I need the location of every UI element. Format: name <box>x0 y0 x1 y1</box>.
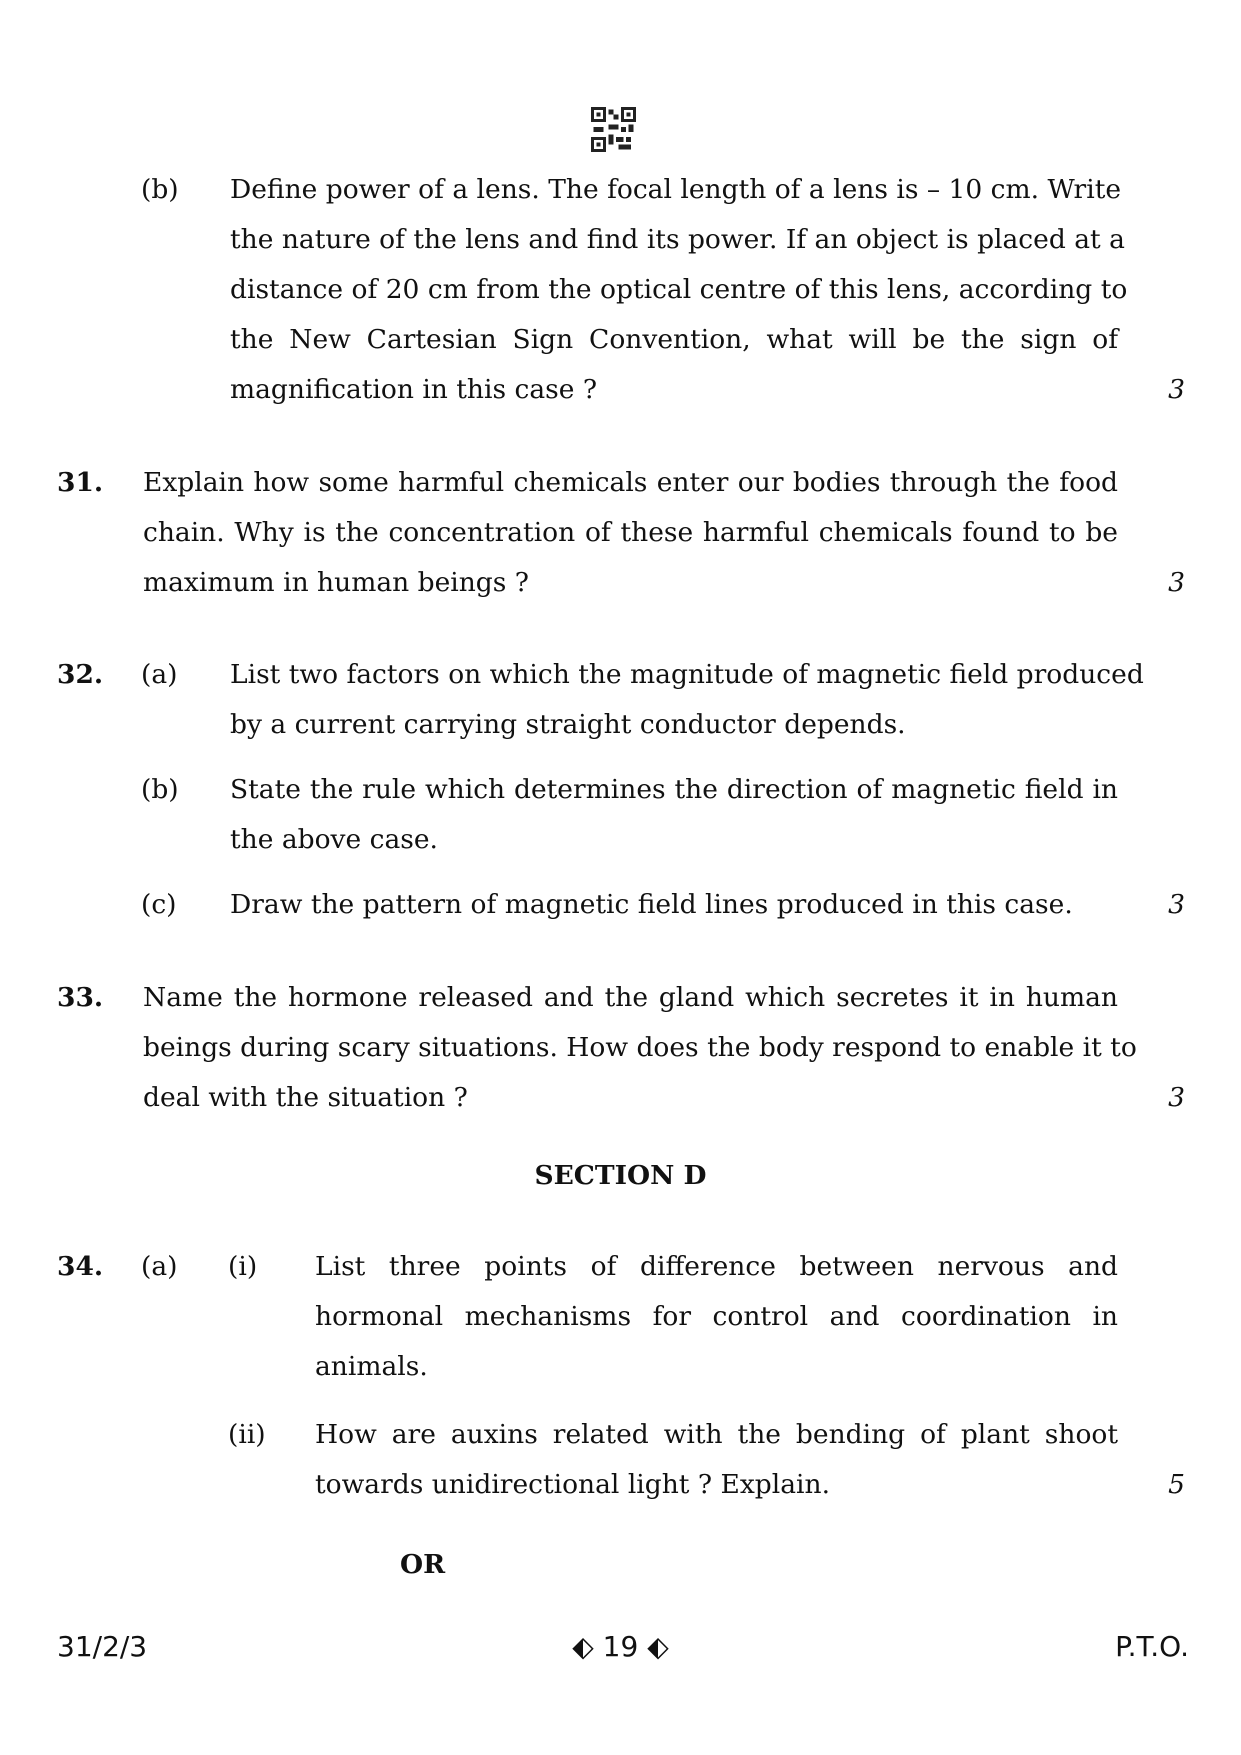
q33-text <box>143 973 1137 1123</box>
text-line: State the rule which determines the direction of magnetic field in <box>230 774 1118 805</box>
q34a-ii-text <box>315 1410 1118 1510</box>
qr-code-icon <box>591 107 636 152</box>
pto-label: P.T.O. <box>1115 1630 1189 1663</box>
q33-marks: 3 <box>1168 1082 1185 1113</box>
ornament-left-icon: ⬖ <box>572 1630 594 1663</box>
text-line: Explain how some harmful chemicals enter our bodies through the food <box>143 467 1118 498</box>
text-line: the nature of the lens and find its power. If an object is placed at a <box>230 224 1125 255</box>
q34-marks: 5 <box>1168 1469 1185 1500</box>
text-line: the above case. <box>230 824 438 855</box>
question-number: 32. <box>57 659 104 690</box>
text-line: beings during scary situations. How does the body respond to enable it to <box>143 1032 1137 1063</box>
q30b-text <box>230 165 1128 415</box>
text-line: chain. Why is the concentration of these harmful chemicals found to be <box>143 517 1118 548</box>
ornament-right-icon: ⬖ <box>647 1630 669 1663</box>
q34a-ii-label: (ii) <box>228 1419 266 1450</box>
text-line: List three points of difference between nervous and <box>315 1251 1118 1282</box>
paper-code: 31/2/3 <box>57 1630 148 1663</box>
q32-marks: 3 <box>1168 889 1185 920</box>
q31-marks: 3 <box>1168 567 1185 598</box>
q30b-label: (b) <box>141 174 179 205</box>
text-line: Draw the pattern of magnetic field lines produced in this case. <box>230 889 1073 920</box>
question-number: 34. <box>57 1251 104 1282</box>
text-line: How are auxins related with the bending of plant shoot <box>315 1419 1118 1450</box>
text-line: by a current carrying straight conductor depends. <box>230 709 906 740</box>
text-line: Define power of a lens. The focal length of a lens is – 10 cm. Write <box>230 174 1122 205</box>
q32b-text <box>230 765 1118 865</box>
q34a-label: (a) <box>141 1251 178 1282</box>
q32c-text <box>230 880 1118 930</box>
text-line: hormonal mechanisms for control and coordination in <box>315 1301 1118 1332</box>
text-line: deal with the situation ? <box>143 1082 468 1113</box>
text-line: Name the hormone released and the gland which secretes it in human <box>143 982 1118 1013</box>
question-number: 33. <box>57 982 104 1013</box>
section-heading: SECTION D <box>534 1160 707 1191</box>
page-number <box>0 1627 1241 1667</box>
q30b-marks: 3 <box>1168 374 1185 405</box>
q32b-label: (b) <box>141 774 179 805</box>
page-number-text: 19 <box>602 1630 639 1663</box>
q32a-label: (a) <box>141 659 178 690</box>
text-line: maximum in human beings ? <box>143 567 529 598</box>
text-line: the New Cartesian Sign Convention, what will be the sign of <box>230 324 1118 355</box>
text-line: towards unidirectional light ? Explain. <box>315 1469 831 1500</box>
text-line: magnification in this case ? <box>230 374 598 405</box>
text-line: distance of 20 cm from the optical centre of this lens, according to <box>230 274 1128 305</box>
q31-text <box>143 458 1118 608</box>
text-line: List two factors on which the magnitude of magnetic field produced <box>230 659 1144 690</box>
q34a-i-label: (i) <box>228 1251 258 1282</box>
q32a-text <box>230 650 1144 750</box>
text-line: animals. <box>315 1351 428 1382</box>
or-label: OR <box>400 1549 446 1580</box>
q32c-label: (c) <box>141 889 177 920</box>
question-number: 31. <box>57 467 104 498</box>
q34a-i-text <box>315 1242 1118 1392</box>
